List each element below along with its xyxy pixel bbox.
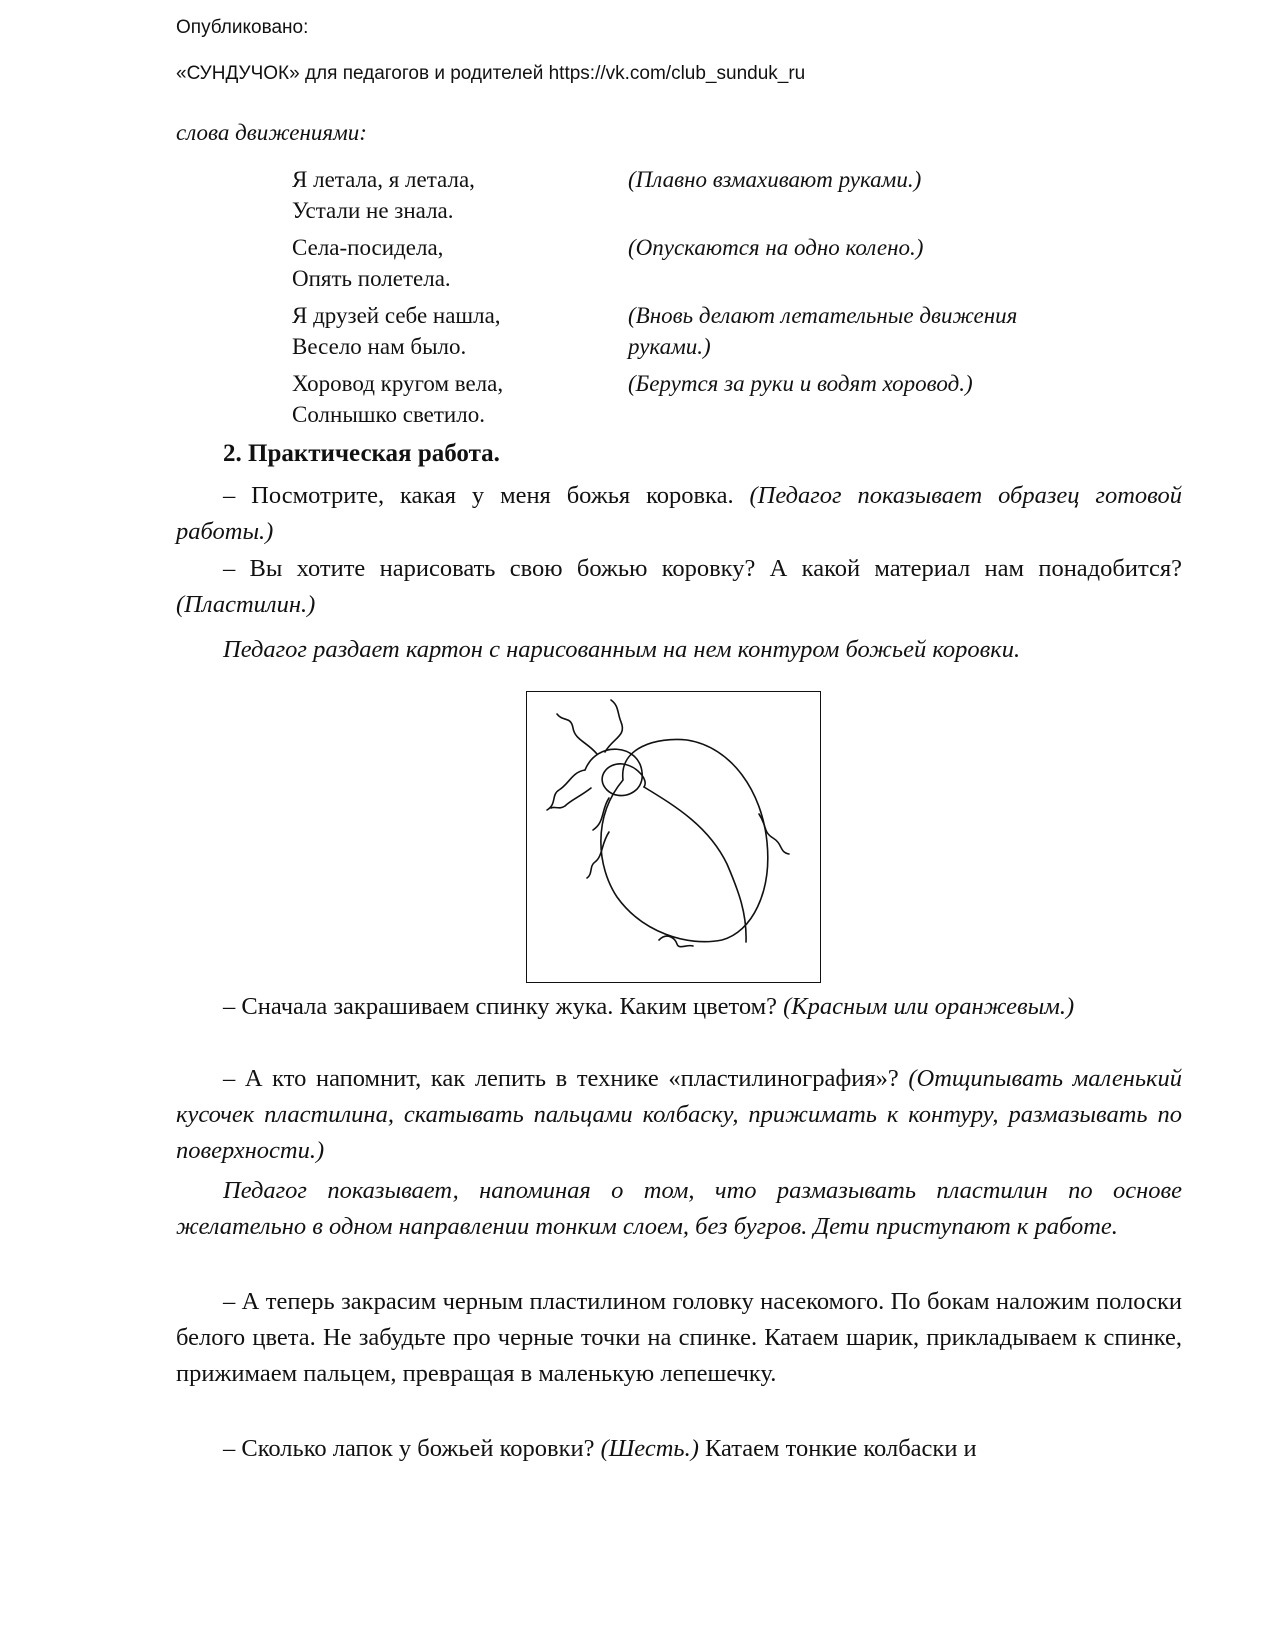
- paragraph-text: – Посмотрите, какая у меня божья коровка.: [223, 482, 750, 509]
- poem-action: (Вновь делают летательные движения: [628, 303, 1018, 328]
- ladybug-head-loop: [585, 749, 645, 795]
- paragraph-italic: Педагог раздает картон с нарисованным на нем контуром божьей коровки.: [223, 636, 1021, 663]
- poem-line: Устали не знала.: [292, 198, 454, 223]
- paragraph: [176, 1284, 1182, 1392]
- ladybug-leg: [547, 770, 585, 810]
- poem-line: Я друзей себе нашла,: [292, 303, 501, 328]
- poem-action: (Берутся за руки и водят хоровод.): [628, 371, 973, 396]
- paragraph-text: – Сколько лапок у божьей коровки?: [223, 1435, 601, 1462]
- paragraph-italic: (Педагог показывает образец готовой работы.): [176, 482, 1182, 545]
- ladybug-outline-drawing: [527, 692, 819, 981]
- poem-action: (Опускаются на одно колено.): [628, 235, 924, 260]
- paragraph-italic: (Пластилин.): [176, 591, 316, 618]
- paragraph: [176, 1173, 1182, 1245]
- ladybug-wing-line: [644, 787, 746, 942]
- ladybug-antenna: [605, 700, 622, 752]
- poem-action: руками.): [628, 334, 711, 359]
- ladybug-outline-figure: [526, 691, 821, 983]
- paragraph-italic: (Шесть.): [600, 1435, 699, 1462]
- section-heading: 2. Практическая работа.: [223, 440, 500, 467]
- paragraph-italic: Педагог показывает, напоминая о том, что размазывать пластилин по основе желательно в одном направлении тонким слоем, без бугров. Дети приступают к работе.: [176, 1177, 1182, 1240]
- paragraph-text: – Вы хотите нарисовать свою божью коровку? А какой материал нам понадобится?: [223, 555, 1182, 582]
- paragraph: [176, 989, 1182, 1025]
- poem-line: Опять полетела.: [292, 266, 451, 291]
- paragraph-text: – А кто напомнит, как лепить в технике «пластилинография»?: [223, 1065, 909, 1092]
- paragraph-italic: (Отщипывать маленький кусочек пластилина, скатывать пальцами колбаску, прижимать к контуру, размазывать по поверхности.): [176, 1065, 1182, 1164]
- paragraph-text: – А теперь закрасим черным пластилином головку насекомого. По бокам наложим полоски белого цвета. Не забудьте про черные точки на спинке. Катаем шарик, прикладываем к спинке, прижимаем пальцем, превращая в маленькую лепешечку.: [176, 1288, 1182, 1387]
- poem-line: Солнышко светило.: [292, 402, 485, 427]
- paragraph-text: – Сначала закрашиваем спинку жука. Каким цветом?: [223, 993, 784, 1020]
- poem-line: Я летала, я летала,: [292, 167, 475, 192]
- paragraph-text: Катаем тонкие колбаски и: [698, 1435, 977, 1462]
- source-line: «СУНДУЧОК» для педагогов и родителей https://vk.com/club_sunduk_ru: [176, 63, 806, 84]
- poem-action: (Плавно взмахивают руками.): [628, 167, 922, 192]
- ladybug-leg: [593, 798, 609, 830]
- paragraph-italic: (Красным или оранжевым.): [783, 993, 1075, 1020]
- paragraph: [176, 478, 1182, 550]
- ladybug-antenna: [557, 714, 597, 754]
- paragraph: [176, 551, 1182, 623]
- poem-line: Весело нам было.: [292, 334, 467, 359]
- published-label: Опубликовано:: [176, 17, 309, 38]
- poem-line: Села-посидела,: [292, 235, 444, 260]
- paragraph: [176, 632, 1182, 668]
- paragraph: [176, 1431, 1182, 1467]
- poem-line: Хоровод кругом вела,: [292, 371, 504, 396]
- paragraph: [176, 1061, 1182, 1169]
- intro-line: слова движениями:: [176, 120, 367, 145]
